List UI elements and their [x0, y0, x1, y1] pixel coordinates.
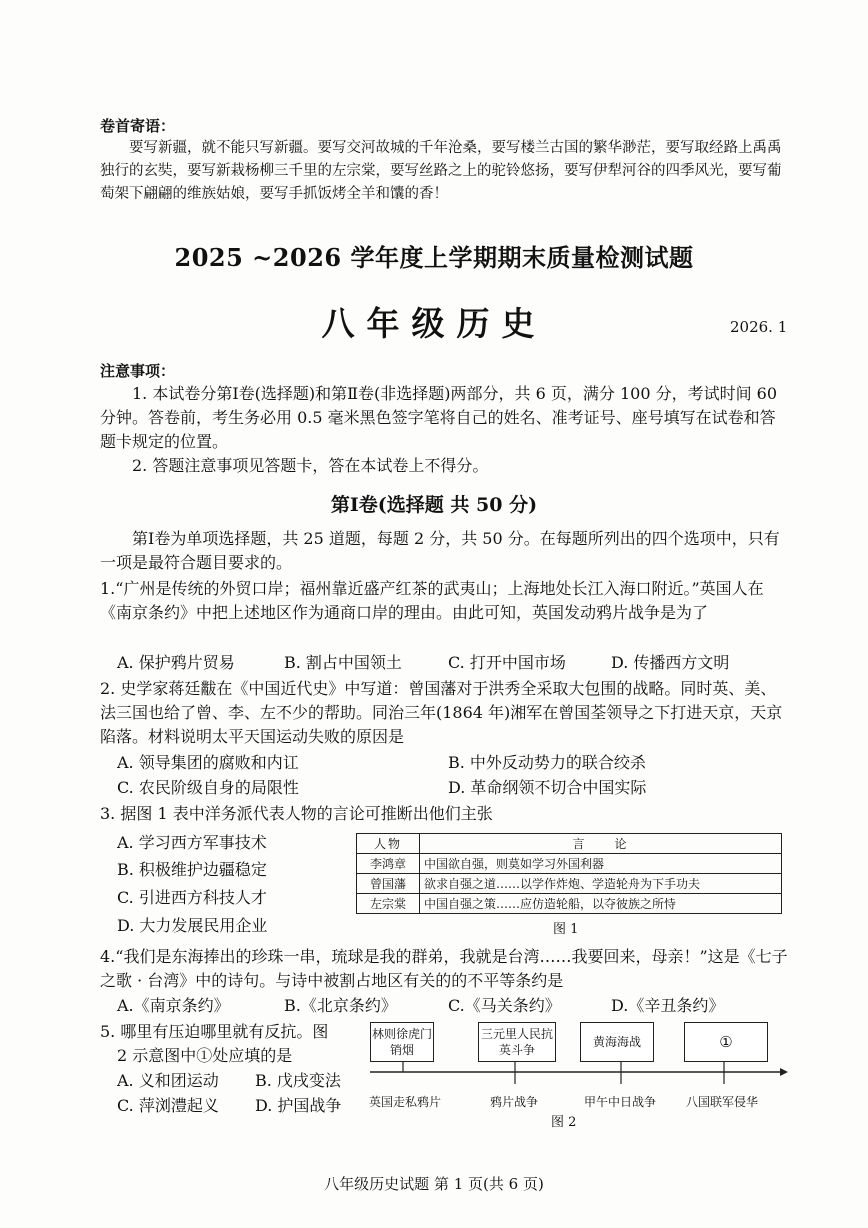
notice-title: 注意事项： — [100, 362, 176, 380]
table-row — [357, 854, 782, 874]
q2-option-b[interactable]: B. 中外反动势力的联合绞杀 — [448, 753, 646, 772]
exam-date: 2026. 1 — [730, 318, 788, 336]
table-cell-person: 李鸿章 — [357, 854, 420, 874]
preface-title: 卷首寄语： — [100, 117, 176, 135]
q4-option-a[interactable]: A.《南京条约》 — [117, 996, 230, 1015]
question-2-stem: 2. 史学家蒋廷黻在《中国近代史》中写道：曾国藩对于洪秀全采取大包围的战略。同时英、美、法三国也给了曾、李、左不少的帮助。同治三年(1864 年)湘军在曾国荃领导之下打进天京，天京陷落。材料说明太平天国运动失败的原因是 — [100, 679, 783, 746]
table-row — [357, 874, 782, 894]
q1-option-b[interactable]: B. 割占中国领土 — [284, 653, 402, 672]
table-cell-quote: 欲求自强之道……以学作炸炮、学造轮舟为下手功夫 — [420, 874, 782, 894]
q1-option-a[interactable]: A. 保护鸦片贸易 — [117, 653, 235, 672]
timeline-label-4: 八国联军侵华 — [686, 1095, 759, 1109]
timeline-box-2: 三元里人民抗英斗争 — [478, 1022, 556, 1062]
notice-item-1: 1. 本试卷分第Ⅰ卷(选择题)和第Ⅱ卷(非选择题)两部分，共 6 页，满分 100 分，考试时间 60 分钟。答卷前，考生务必用 0.5 毫米黑色签字笔将自己的姓名、准考证号、座号填写在试卷和答题卡规定的位置。 — [100, 384, 778, 451]
timeline-label-2: 鸦片战争 — [490, 1095, 539, 1109]
q2-option-c[interactable]: C. 农民阶级自身的局限性 — [117, 778, 299, 797]
table-cell-person: 左宗棠 — [357, 894, 420, 914]
q4-option-b[interactable]: B.《北京条约》 — [284, 996, 397, 1015]
question-3-stem: 3. 据图 1 表中洋务派代表人物的言论可推断出他们主张 — [100, 804, 493, 823]
q3-option-c[interactable]: C. 引进西方科技人才 — [117, 888, 267, 907]
question-5-stem-line1: 5. 哪里有压迫哪里就有反抗。图 — [100, 1022, 329, 1041]
q5-option-d[interactable]: D. 护国战争 — [255, 1096, 342, 1115]
timeline-box-4-blank: ① — [684, 1022, 768, 1062]
figure-1-table — [356, 833, 782, 914]
notice-item-2: 2. 答题注意事项见答题卡，答在本试卷上不得分。 — [132, 456, 489, 475]
timeline-label-3: 甲午中日战争 — [584, 1095, 657, 1109]
q2-option-d[interactable]: D. 革命纲领不切合中国实际 — [448, 778, 647, 797]
timeline-box-1: 林则徐虎门销烟 — [370, 1022, 434, 1062]
q5-option-c[interactable]: C. 萍浏澧起义 — [117, 1096, 219, 1115]
q3-option-d[interactable]: D. 大力发展民用企业 — [117, 916, 268, 935]
section-intro: 第Ⅰ卷为单项选择题，共 25 道题，每题 2 分，共 50 分。在每题所列出的四个选项中，只有一项是最符合题目要求的。 — [100, 529, 780, 572]
table-cell-quote: 中国欲自强，则莫如学习外国利器 — [420, 854, 782, 874]
question-4-stem: 4.“我们是东海捧出的珍珠一串，琉球是我的群弟，我就是台湾……我要回来，母亲！”这是《七子之歌 · 台湾》中的诗句。与诗中被割占地区有关的的不平等条约是 — [100, 947, 788, 990]
table-cell-person: 曾国藩 — [357, 874, 420, 894]
table-header-quote: 言 论 — [420, 834, 782, 854]
q3-option-a[interactable]: A. 学习西方军事技术 — [117, 833, 267, 852]
q1-option-c[interactable]: C. 打开中国市场 — [448, 653, 566, 672]
page-footer: 八年级历史试题 第 1 页(共 6 页) — [324, 1175, 544, 1193]
subject-title: 八年级历史 — [321, 304, 547, 343]
table-row — [357, 894, 782, 914]
q4-option-d[interactable]: D.《辛丑条约》 — [611, 996, 725, 1015]
table-header-person: 人物 — [357, 834, 420, 854]
q5-option-a[interactable]: A. 义和团运动 — [117, 1071, 219, 1090]
timeline-label-1: 英国走私鸦片 — [369, 1095, 442, 1109]
section-title: 第Ⅰ卷(选择题 共 50 分) — [330, 494, 538, 516]
timeline-arrow-icon — [780, 1068, 788, 1076]
exam-title: 2025 ~2026 学年度上学期期末质量检测试题 — [174, 243, 694, 272]
q3-option-b[interactable]: B. 积极维护边疆稳定 — [117, 860, 267, 879]
q4-option-c[interactable]: C.《马关条约》 — [448, 996, 561, 1015]
question-5-stem-line2: 2 示意图中①处应填的是 — [117, 1046, 293, 1065]
question-1-stem: 1.“广州是传统的外贸口岸；福州靠近盛产红茶的武夷山；上海地处长江入海口附近。”英国人在《南京条约》中把上述地区作为通商口岸的理由。由此可知，英国发动鸦片战争是为了 — [100, 579, 764, 622]
q5-option-b[interactable]: B. 戊戌变法 — [255, 1071, 341, 1090]
figure-2-caption: 图 2 — [551, 1115, 577, 1130]
preface-text: 要写新疆，就不能只写新疆。要写交河故城的千年沧桑，要写楼兰古国的繁华渺茫，要写取经路上禹禹独行的玄奘，要写新栽杨柳三千里的左宗棠，要写丝路之上的驼铃悠扬，要写伊犁河谷的四季风光，要写葡萄架下翩翩的维族姑娘，要写手抓饭烤全羊和馕的香！ — [100, 140, 782, 202]
q2-option-a[interactable]: A. 领导集团的腐败和内讧 — [117, 753, 299, 772]
table-cell-quote: 中国自强之策……应仿造轮船，以夺彼族之所恃 — [420, 894, 782, 914]
timeline-box-3: 黄海海战 — [580, 1022, 654, 1062]
figure-1-caption: 图 1 — [553, 922, 579, 937]
table-header-row — [357, 834, 782, 854]
q1-option-d[interactable]: D. 传播西方文明 — [611, 653, 730, 672]
